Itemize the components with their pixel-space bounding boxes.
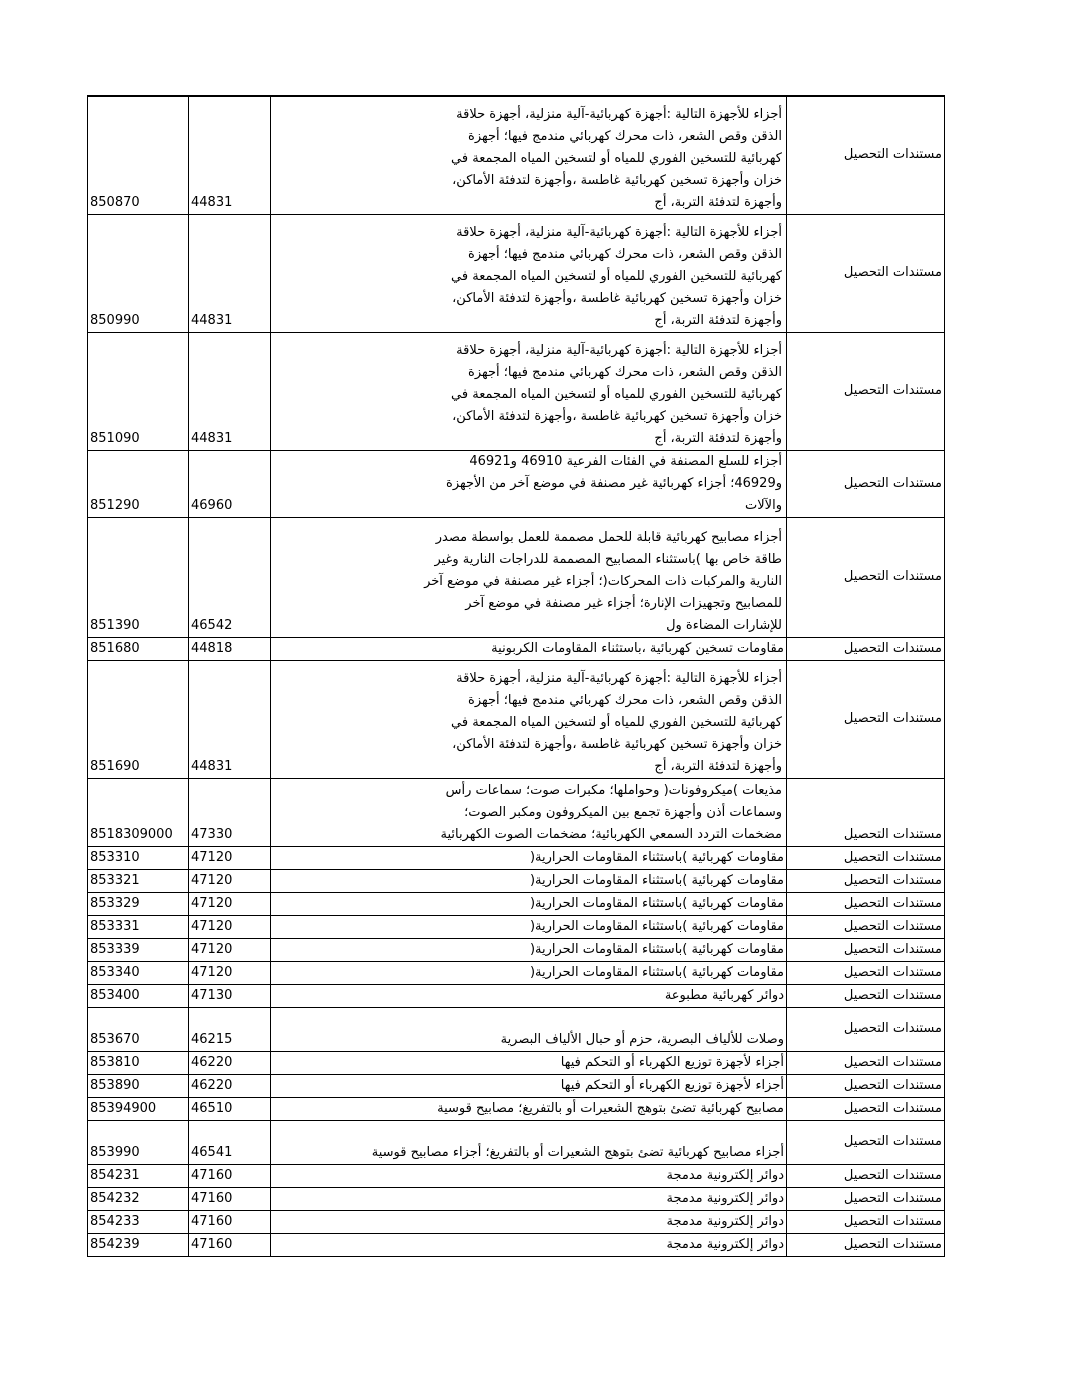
category-cell: مستندات التحصيل	[787, 938, 945, 961]
hs-code-cell: 851680	[88, 637, 189, 660]
table-row	[88, 1097, 945, 1120]
category-cell: مستندات التحصيل	[787, 1164, 945, 1187]
table-row	[88, 1051, 945, 1074]
description-cell: أجزاء لأجهزة توزيع الكهرباء أو التحكم فيها	[271, 1074, 787, 1097]
hs-code-cell: 853890	[88, 1074, 189, 1097]
cpc-code-cell: 44831	[189, 660, 271, 778]
cpc-code-cell: 46220	[189, 1074, 271, 1097]
description-text: مذيعات )ميكروفونات( وحواملها؛ مكبرات صوت؛ سماعات رأس وسماعات أذن وأجهزة تجمع بين الميكروفون ومكبر الصوت؛ مضخمات التردد السمعي الكهربائية؛ مضخمات الصوت الكهربائية	[440, 782, 782, 842]
cpc-code-cell: 47330	[189, 778, 271, 846]
cpc-code-cell: 44831	[189, 214, 271, 332]
hs-code-cell: 8518309000	[88, 778, 189, 846]
category-cell: مستندات التحصيل	[787, 96, 945, 214]
description-cell: مقاومات كهربائية )باستثناء المقاومات الحرارية(	[271, 846, 787, 869]
hs-code-cell: 851090	[88, 332, 189, 450]
hs-code-cell: 853810	[88, 1051, 189, 1074]
table-row	[88, 1007, 945, 1051]
cpc-code-cell: 47160	[189, 1164, 271, 1187]
hs-code-cell: 854232	[88, 1187, 189, 1210]
category-cell: مستندات التحصيل	[787, 1007, 945, 1051]
description-cell	[271, 332, 787, 450]
hs-code-cell: 853321	[88, 869, 189, 892]
description-cell: أجزاء لأجهزة توزيع الكهرباء أو التحكم فيها	[271, 1051, 787, 1074]
category-cell: مستندات التحصيل	[787, 1210, 945, 1233]
table-row	[88, 214, 945, 332]
table-row	[88, 637, 945, 660]
hs-code-cell: 853310	[88, 846, 189, 869]
cpc-code-cell: 47120	[189, 846, 271, 869]
table-row	[88, 915, 945, 938]
hs-code-cell: 853331	[88, 915, 189, 938]
description-cell: دوائر كهربائية مطبوعة	[271, 984, 787, 1007]
cpc-code-cell: 44831	[189, 332, 271, 450]
table-row	[88, 1187, 945, 1210]
description-cell: أجزاء مصابيح كهربائية تضئ بتوهج الشعيرات أو بالتفريغ؛ أجزاء مصابيح قوسية	[271, 1120, 787, 1164]
table-row	[88, 869, 945, 892]
cpc-code-cell: 47120	[189, 892, 271, 915]
category-cell: مستندات التحصيل	[787, 1051, 945, 1074]
cpc-code-cell: 44831	[189, 96, 271, 214]
hs-code-cell: 851390	[88, 517, 189, 637]
category-cell: مستندات التحصيل	[787, 915, 945, 938]
description-cell: وصلات للألياف البصرية، حزم أو حبال الألياف البصرية	[271, 1007, 787, 1051]
hs-code-cell: 850990	[88, 214, 189, 332]
category-cell: مستندات التحصيل	[787, 1120, 945, 1164]
description-cell	[271, 778, 787, 846]
description-cell: مقاومات كهربائية )باستثناء المقاومات الحرارية(	[271, 892, 787, 915]
hs-code-cell: 854233	[88, 1210, 189, 1233]
table-row	[88, 984, 945, 1007]
hs-code-cell: 853340	[88, 961, 189, 984]
description-cell: دوائر إلكترونية مدمجة	[271, 1164, 787, 1187]
cpc-code-cell: 47120	[189, 961, 271, 984]
description-text: أجزاء للأجهزة التالية :أجهزة كهربائية-آلية منزلية، أجهزة حلاقة الذقن وقص الشعر، ذات محرك كهربائي مندمج فيها؛ أجهزة كهربائية للتسخين الفوري للمياه أو لتسخين المياه المجمعة في خزان وأجهزة تسخين كهربائية غاطسة ،وأجهزة لتدفئة الأماكن، وأجهزة لتدفئة التربة، أج	[451, 670, 782, 774]
table-row	[88, 1074, 945, 1097]
table-row	[88, 660, 945, 778]
description-cell	[271, 660, 787, 778]
cpc-code-cell: 46541	[189, 1120, 271, 1164]
hs-code-cell: 853670	[88, 1007, 189, 1051]
cpc-code-cell: 47160	[189, 1233, 271, 1256]
cpc-code-cell: 46542	[189, 517, 271, 637]
cpc-code-cell: 47120	[189, 915, 271, 938]
category-cell: مستندات التحصيل	[787, 892, 945, 915]
table-row	[88, 1164, 945, 1187]
category-cell: مستندات التحصيل	[787, 846, 945, 869]
description-cell	[271, 450, 787, 517]
category-cell: مستندات التحصيل	[787, 1074, 945, 1097]
category-cell: مستندات التحصيل	[787, 984, 945, 1007]
category-cell: مستندات التحصيل	[787, 1097, 945, 1120]
cpc-code-cell: 47160	[189, 1187, 271, 1210]
cpc-code-cell: 46510	[189, 1097, 271, 1120]
table-row	[88, 961, 945, 984]
cpc-code-cell: 47120	[189, 938, 271, 961]
hs-code-cell: 85394900	[88, 1097, 189, 1120]
category-cell: مستندات التحصيل	[787, 778, 945, 846]
category-cell: مستندات التحصيل	[787, 332, 945, 450]
hs-code-cell: 853990	[88, 1120, 189, 1164]
table-row	[88, 1120, 945, 1164]
description-cell: مقاومات كهربائية )باستثناء المقاومات الحرارية(	[271, 869, 787, 892]
cpc-code-cell: 44818	[189, 637, 271, 660]
hs-code-cell: 853329	[88, 892, 189, 915]
description-text: أجزاء للسلع المصنفة في الفئات الفرعية 46910 و46921 و46929؛ أجزاء كهربائية غير مصنفة في موضع آخر من الأجهزة والآلات	[446, 453, 782, 513]
description-cell: مصابيح كهربائية تضئ بتوهج الشعيرات أو بالتفريغ؛ مصابيح قوسية	[271, 1097, 787, 1120]
table-row	[88, 892, 945, 915]
table-row	[88, 332, 945, 450]
category-cell: مستندات التحصيل	[787, 450, 945, 517]
table-row	[88, 517, 945, 637]
customs-tariff-table	[87, 95, 945, 1257]
table-row	[88, 1210, 945, 1233]
hs-code-cell: 850870	[88, 96, 189, 214]
category-cell: مستندات التحصيل	[787, 1233, 945, 1256]
hs-code-cell: 851290	[88, 450, 189, 517]
category-cell: مستندات التحصيل	[787, 660, 945, 778]
hs-code-cell: 854231	[88, 1164, 189, 1187]
description-cell	[271, 517, 787, 637]
table-row	[88, 846, 945, 869]
category-cell: مستندات التحصيل	[787, 517, 945, 637]
cpc-code-cell: 47120	[189, 869, 271, 892]
hs-code-cell: 851690	[88, 660, 189, 778]
description-text: أجزاء للأجهزة التالية :أجهزة كهربائية-آلية منزلية، أجهزة حلاقة الذقن وقص الشعر، ذات محرك كهربائي مندمج فيها؛ أجهزة كهربائية للتسخين الفوري للمياه أو لتسخين المياه المجمعة في خزان وأجهزة تسخين كهربائية غاطسة ،وأجهزة لتدفئة الأماكن، وأجهزة لتدفئة التربة، أج	[451, 342, 782, 446]
table-row	[88, 778, 945, 846]
table-body	[88, 96, 945, 1256]
table-row	[88, 938, 945, 961]
category-cell: مستندات التحصيل	[787, 869, 945, 892]
description-cell: مقاومات كهربائية )باستثناء المقاومات الحرارية(	[271, 915, 787, 938]
description-text: أجزاء مصابيح كهربائية قابلة للحمل مصممة للعمل بواسطة مصدر طاقة خاص بها )باستثناء المصابيح المصممة للدراجات النارية وغير النارية والمركبات ذات المحركات(؛ أجزاء غير مصنفة في موضع آخر للمصابيح وتجهيزات الإنارة؛ أجزاء غير مصنفة في موضع آخر للإشارات المضاءة ول	[424, 529, 782, 633]
category-cell: مستندات التحصيل	[787, 637, 945, 660]
category-cell: مستندات التحصيل	[787, 214, 945, 332]
description-cell: مقاومات كهربائية )باستثناء المقاومات الحرارية(	[271, 961, 787, 984]
description-cell: دوائر إلكترونية مدمجة	[271, 1187, 787, 1210]
table-row	[88, 450, 945, 517]
description-text: أجزاء للأجهزة التالية :أجهزة كهربائية-آلية منزلية، أجهزة حلاقة الذقن وقص الشعر، ذات محرك كهربائي مندمج فيها؛ أجهزة كهربائية للتسخين الفوري للمياه أو لتسخين المياه المجمعة في خزان وأجهزة تسخين كهربائية غاطسة ،وأجهزة لتدفئة الأماكن، وأجهزة لتدفئة التربة، أج	[451, 224, 782, 328]
hs-code-cell: 853400	[88, 984, 189, 1007]
hs-code-cell: 853339	[88, 938, 189, 961]
table-row	[88, 1233, 945, 1256]
cpc-code-cell: 46960	[189, 450, 271, 517]
description-cell: مقاومات تسخين كهربائية ،باستثناء المقاومات الكربونية	[271, 637, 787, 660]
cpc-code-cell: 46220	[189, 1051, 271, 1074]
description-text: أجزاء للأجهزة التالية :أجهزة كهربائية-آلية منزلية، أجهزة حلاقة الذقن وقص الشعر، ذات محرك كهربائي مندمج فيها؛ أجهزة كهربائية للتسخين الفوري للمياه أو لتسخين المياه المجمعة في خزان وأجهزة تسخين كهربائية غاطسة ،وأجهزة لتدفئة الأماكن، وأجهزة لتدفئة التربة، أج	[451, 106, 782, 210]
category-cell: مستندات التحصيل	[787, 1187, 945, 1210]
description-cell: مقاومات كهربائية )باستثناء المقاومات الحرارية(	[271, 938, 787, 961]
description-cell: دوائر إلكترونية مدمجة	[271, 1210, 787, 1233]
cpc-code-cell: 47160	[189, 1210, 271, 1233]
cpc-code-cell: 46215	[189, 1007, 271, 1051]
cpc-code-cell: 47130	[189, 984, 271, 1007]
hs-code-cell: 854239	[88, 1233, 189, 1256]
description-cell: دوائر إلكترونية مدمجة	[271, 1233, 787, 1256]
table-row	[88, 96, 945, 214]
category-cell: مستندات التحصيل	[787, 961, 945, 984]
description-cell	[271, 96, 787, 214]
description-cell	[271, 214, 787, 332]
